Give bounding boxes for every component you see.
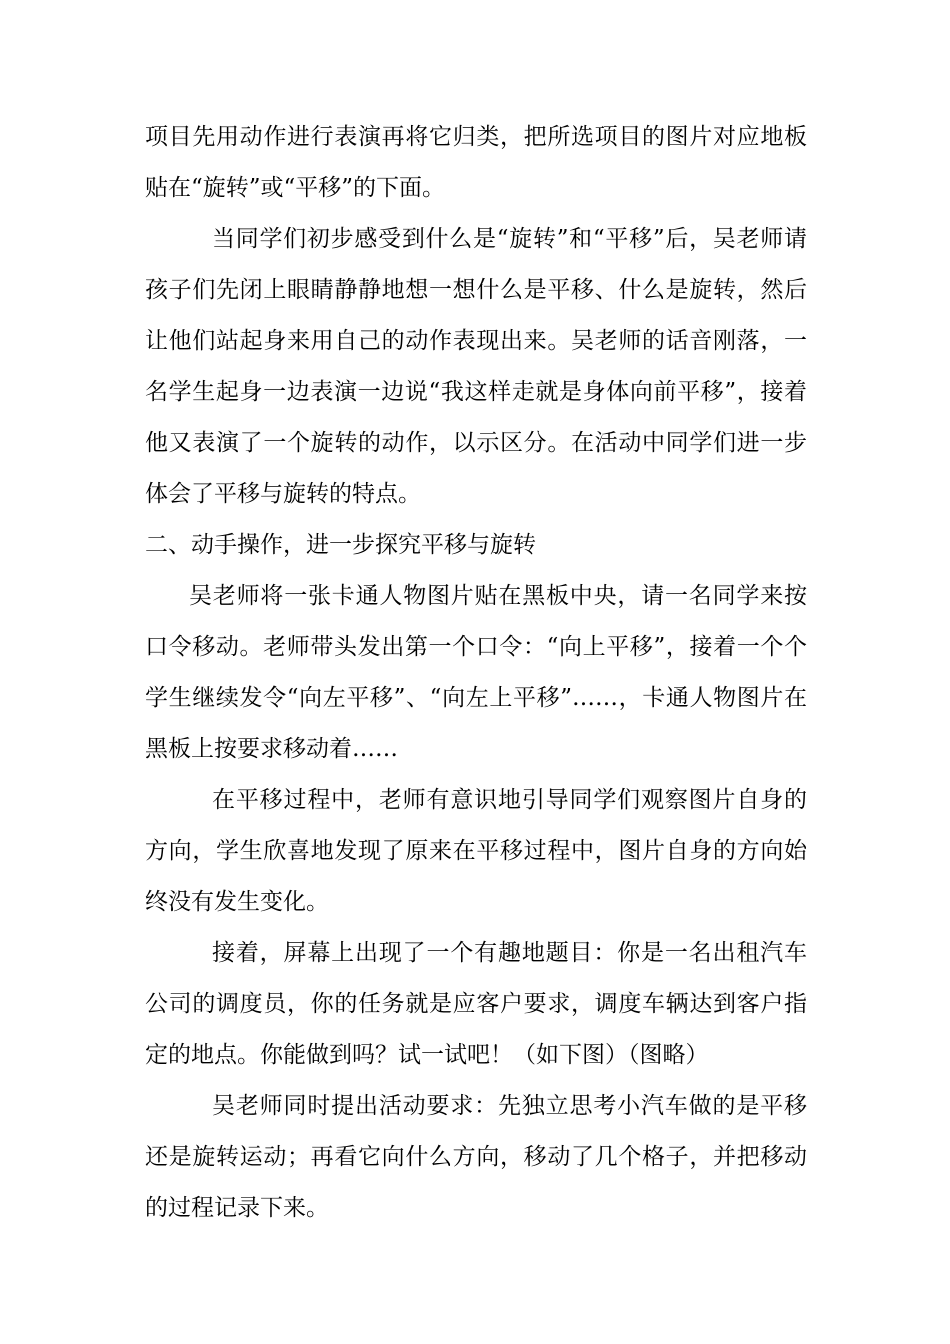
paragraph-feeling-rotation-translation: 当同学们初步感受到什么是“旋转”和“平移”后，吴老师请孩子们先闭上眼睛静静地想一想什么是平移、什么是旋转，然后让他们站起身来用自己的动作表现出来。吴老师的话音刚落，一名学生起身一边表演一边说“我这样走就是身体向前平移”，接着他又表演了一个旋转的动作，以示区分。在活动中同学们进一步体会了平移与旋转的特点。 — [145, 226, 807, 507]
paragraph-cartoon-picture: 吴老师将一张卡通人物图片贴在黑板中央，请一名同学来按口令移动。老师带头发出第一个口令：“向上平移”，接着一个个学生继续发令“向左平移”、“向左上平移”……，卡通人物图片在黑板上按要求移动着…… — [145, 583, 807, 762]
paragraph-activity-requirements: 吴老师同时提出活动要求：先独立思考小汽车做的是平移还是旋转运动；再看它向什么方向，移动了几个格子，并把移动的过程记录下来。 — [145, 1093, 807, 1221]
document-page — [145, 112, 807, 1234]
paragraph-continuation: 项目先用动作进行表演再将它归类，把所选项目的图片对应地板贴在“旋转”或“平移”的下面。 — [145, 124, 807, 201]
paragraph-taxi-dispatcher: 接着，屏幕上出现了一个有趣地题目：你是一名出租汽车公司的调度员，你的任务就是应客户要求，调度车辆达到客户指定的地点。你能做到吗？试一试吧！（如下图）（图略） — [145, 940, 807, 1068]
paragraph-observe-direction: 在平移过程中，老师有意识地引导同学们观察图片自身的方向，学生欣喜地发现了原来在平移过程中，图片自身的方向始终没有发生变化。 — [145, 787, 807, 915]
section-heading: 二、动手操作，进一步探究平移与旋转 — [145, 532, 536, 558]
